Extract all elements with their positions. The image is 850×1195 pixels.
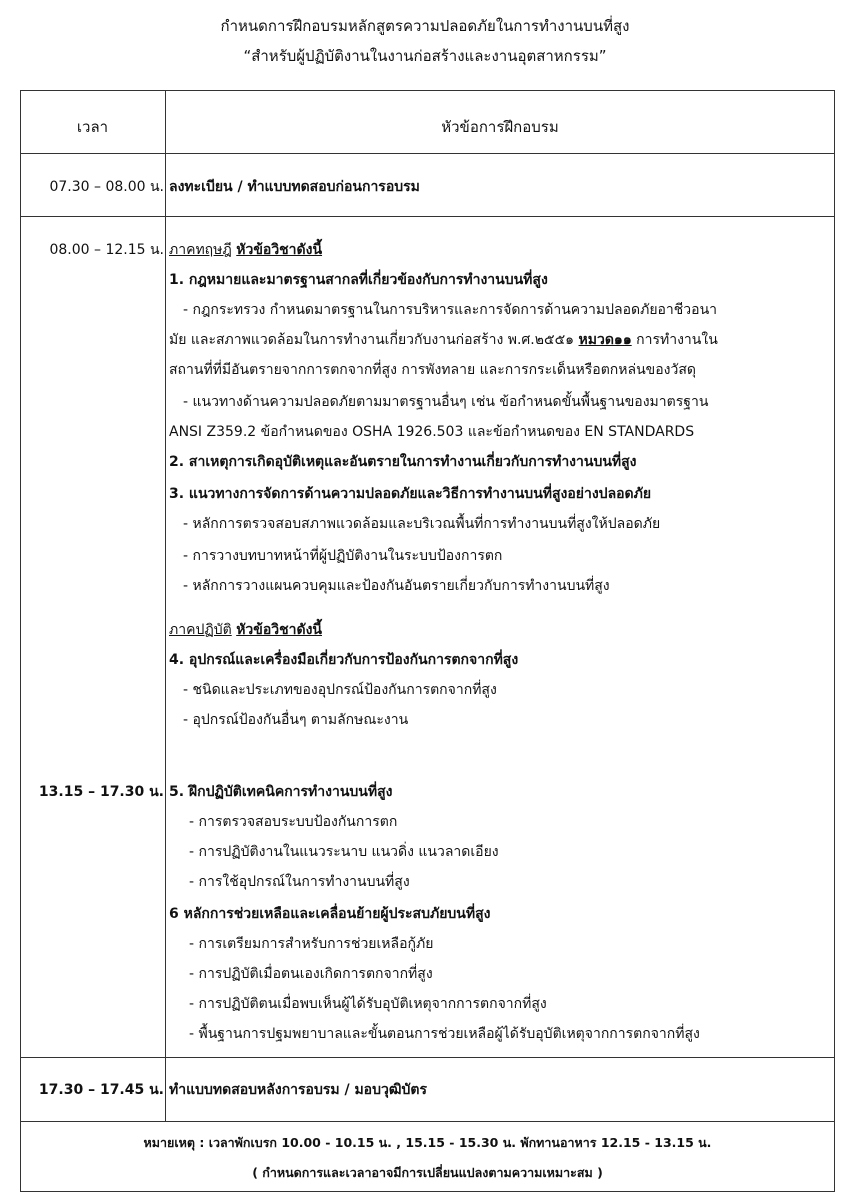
row1-time: 07.30 – 08.00 น. (49, 179, 164, 195)
row-divider (21, 1057, 834, 1058)
theory-heading-suffix: หัวข้อวิชาดังนี้ (236, 242, 323, 258)
item-1-sub-1-chapter: หมวด๑๑ (578, 332, 632, 348)
document-subtitle: “สำหรับผู้ปฏิบัติงานในงานก่อสร้างและงานอุตสาหกรรม” (243, 47, 607, 65)
item-5-sub-2: - การปฏิบัติงานในแนวระนาบ แนวดิ่ง แนวลาดเอียง (189, 844, 499, 860)
row-divider (21, 1121, 834, 1122)
item-5: 5. ฝึกปฏิบัติเทคนิคการทำงานบนที่สูง (169, 784, 393, 800)
header-topic: หัวข้อการฝึกอบรม (441, 118, 559, 136)
row2-time: 08.00 – 12.15 น. (49, 242, 164, 258)
item-1-sub-1-line-1: - กฎกระทรวง กำหนดมาตรฐานในการบริหารและการจัดการด้านความปลอดภัยอาชีวอนา (183, 302, 717, 318)
note-line-2: ( กำหนดการและเวลาอาจมีการเปลี่ยนแปลงตามความเหมาะสม ) (252, 1165, 603, 1180)
row1-topic: ลงทะเบียน / ทำแบบทดสอบก่อนการอบรม (169, 179, 420, 195)
item-6-sub-2: - การปฏิบัติเมื่อตนเองเกิดการตกจากที่สูง (189, 966, 433, 982)
item-4-sub-2: - อุปกรณ์ป้องกันอื่นๆ ตามลักษณะงาน (183, 712, 409, 728)
row-divider (21, 216, 834, 217)
item-1-sub-1-line-3: สถานที่ที่มีอันตรายจากการตกจากที่สูง การพังทลาย และการกระเด็นหรือตกหล่นของวัสดุ (169, 362, 696, 378)
item-5-sub-1: - การตรวจสอบระบบป้องกันการตก (189, 814, 398, 830)
item-3: 3. แนวทางการจัดการด้านความปลอดภัยและวิธีการทำงานบนที่สูงอย่างปลอดภัย (169, 486, 652, 502)
row2-time-afternoon: 13.15 – 17.30 น. (38, 784, 164, 800)
practice-heading-suffix: หัวข้อวิชาดังนี้ (236, 622, 322, 638)
item-1-sub-2-line-2: ANSI Z359.2 ข้อกำหนดของ OSHA 1926.503 และข้อกำหนดของ EN STANDARDS (169, 424, 695, 440)
item-1: 1. กฎหมายและมาตรฐานสากลที่เกี่ยวข้องกับการทำงานบนที่สูง (169, 272, 548, 288)
note-line-1: หมายเหตุ : เวลาพักเบรก 10.00 - 10.15 น. , 15.15 - 15.30 น. พักทานอาหาร 12.15 - 13.15 น. (143, 1135, 712, 1150)
column-divider (165, 91, 166, 1121)
item-1-sub-1-line-2c: การทำงานใน (631, 332, 718, 348)
item-6-sub-3: - การปฏิบัติตนเมื่อพบเห็นผู้ได้รับอุบัติเหตุจากการตกจากที่สูง (189, 996, 547, 1012)
item-2: 2. สาเหตุการเกิดอุบัติเหตุและอันตรายในการทำงานเกี่ยวกับการทำงานบนที่สูง (169, 454, 637, 470)
practice-heading-label: ภาคปฏิบัติ (169, 622, 232, 638)
row3-topic: ทำแบบทดสอบหลังการอบรม / มอบวุฒิบัตร (169, 1082, 427, 1098)
item-6: 6 หลักการช่วยเหลือและเคลื่อนย้ายผู้ประสบภัยบนที่สูง (169, 906, 491, 922)
item-3-sub-3: - หลักการวางแผนควบคุมและป้องกันอันตรายเกี่ยวกับการทำงานบนที่สูง (183, 578, 610, 594)
item-3-sub-2: - การวางบทบาทหน้าที่ผู้ปฏิบัติงานในระบบป้องการตก (183, 548, 503, 564)
item-4: 4. อุปกรณ์และเครื่องมือเกี่ยวกับการป้องกันการตกจากที่สูง (169, 652, 519, 668)
row3-time: 17.30 – 17.45 น. (38, 1082, 164, 1098)
practice-heading (169, 619, 322, 641)
item-4-sub-1: - ชนิดและประเภทของอุปกรณ์ป้องกันการตกจากที่สูง (183, 682, 497, 698)
item-1-sub-2-line-1: - แนวทางด้านความปลอดภัยตามมาตรฐานอื่นๆ เช่น ข้อกำหนดขั้นพื้นฐานของมาตรฐาน (183, 394, 709, 410)
item-6-sub-4: - พื้นฐานการปฐมพยาบาลและขั้นตอนการช่วยเหลือผู้ได้รับอุบัติเหตุจากการตกจากที่สูง (189, 1026, 700, 1042)
row-divider (21, 153, 834, 154)
item-1-sub-1-line-2 (169, 329, 718, 351)
item-1-sub-1-line-2a: มัย และสภาพแวดล้อมในการทำงานเกี่ยวกับงานก่อสร้าง พ.ศ.๒๕๕๑ (169, 332, 579, 348)
theory-heading-label: ภาคทฤษฎี (169, 242, 232, 258)
item-5-sub-3: - การใช้อุปกรณ์ในการทำงานบนที่สูง (189, 874, 410, 890)
header-time: เวลา (76, 118, 109, 136)
theory-heading (169, 239, 322, 261)
schedule-table (20, 90, 835, 1192)
document-title: กำหนดการฝึกอบรมหลักสูตรความปลอดภัยในการทำงานบนที่สูง (220, 17, 630, 35)
item-3-sub-1: - หลักการตรวจสอบสภาพแวดล้อมและบริเวณพื้นที่การทำงานบนที่สูงให้ปลอดภัย (183, 516, 661, 532)
item-6-sub-1: - การเตรียมการสำหรับการช่วยเหลือกู้ภัย (189, 936, 434, 952)
